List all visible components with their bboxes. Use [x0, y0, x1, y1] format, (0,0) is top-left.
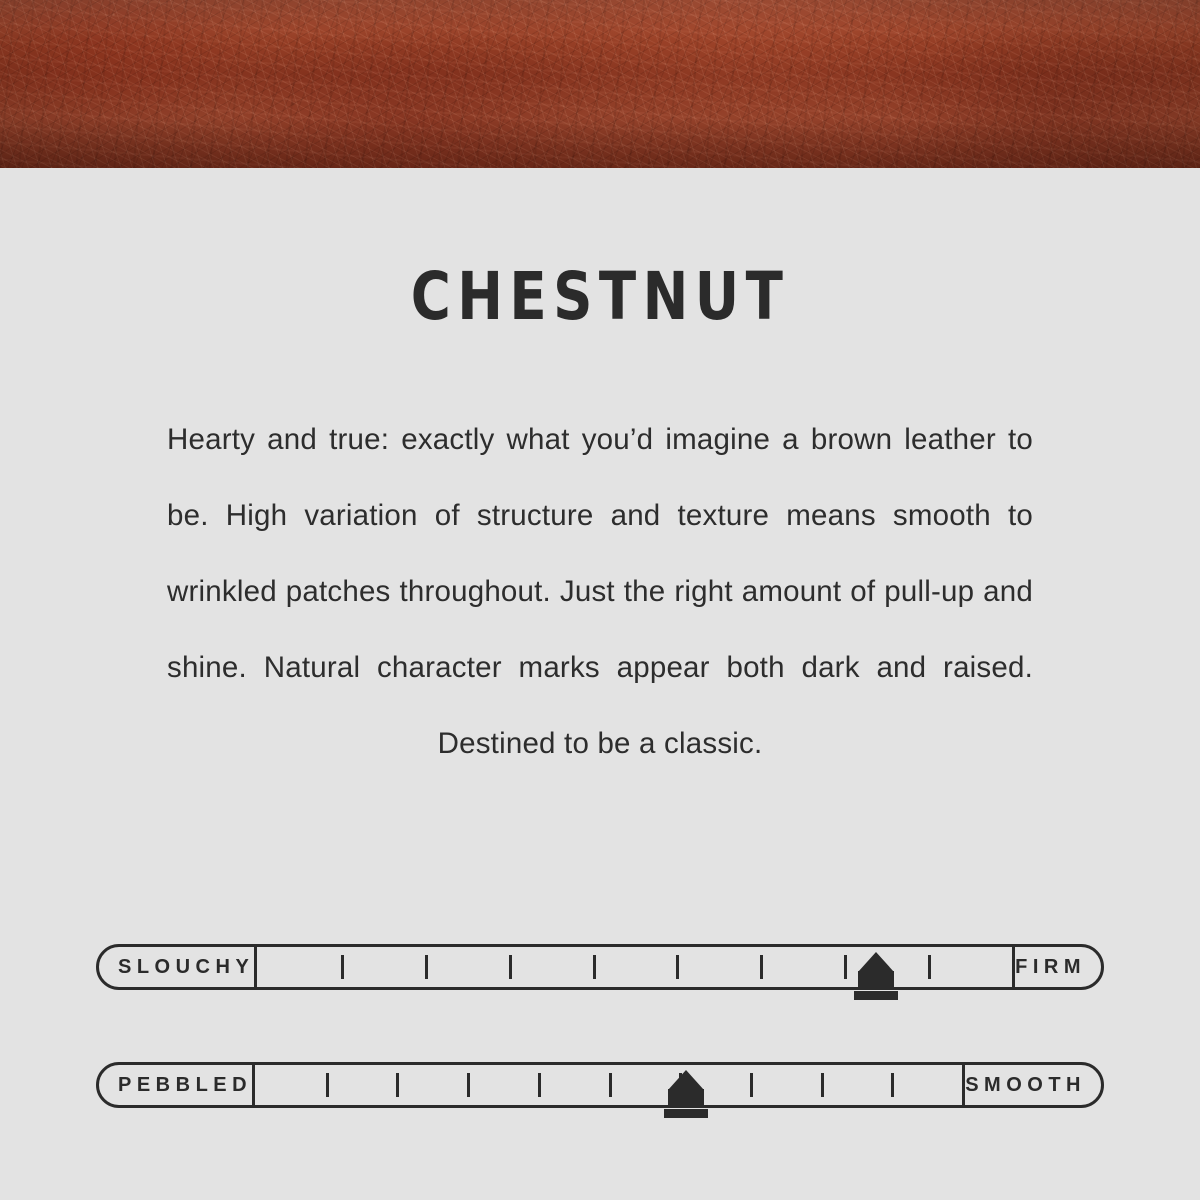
scale-tick — [467, 1073, 470, 1097]
scale-tick — [509, 955, 512, 979]
scale-texture — [96, 1062, 1104, 1108]
scale-tick — [760, 955, 763, 979]
scale-firmness — [96, 944, 1104, 990]
scale-ticks — [255, 1062, 962, 1108]
leather-swatch-image — [0, 0, 1200, 168]
scale-tick — [750, 1073, 753, 1097]
scale-right-label: SMOOTH — [962, 1062, 1104, 1108]
scale-tick — [609, 1073, 612, 1097]
scale-left-label: PEBBLED — [96, 1062, 255, 1108]
card-content — [0, 258, 1200, 782]
leather-vignette — [0, 0, 1200, 168]
scale-tick — [928, 955, 931, 979]
marker-body-icon — [668, 1089, 704, 1106]
scale-tick — [538, 1073, 541, 1097]
scale-tick — [891, 1073, 894, 1097]
scale-left-label: SLOUCHY — [96, 944, 257, 990]
scale-tick — [821, 1073, 824, 1097]
scale-tick — [844, 955, 847, 979]
scale-tick — [396, 1073, 399, 1097]
description-text: Hearty and true: exactly what you’d imagine a brown leather to be. High variation of structure and texture means smooth to wrinkled patches throughout. Just the right amount of pull-up and shine. Natural character marks appear both dark and raised. Destined to be a classic. — [167, 423, 1033, 760]
marker-head-icon — [858, 952, 894, 972]
marker-head-icon — [668, 1070, 704, 1090]
scale-tick — [326, 1073, 329, 1097]
scale-ticks — [257, 944, 1012, 990]
scale-tick — [341, 955, 344, 979]
scale-tick — [425, 955, 428, 979]
page-title: CHESTNUT — [410, 258, 790, 335]
scale-tick — [676, 955, 679, 979]
attribute-scales — [0, 944, 1200, 1108]
marker-body-icon — [858, 971, 894, 988]
scale-marker[interactable] — [664, 1070, 708, 1124]
scale-marker[interactable] — [854, 952, 898, 1006]
marker-foot-icon — [854, 991, 898, 1000]
scale-tick — [593, 955, 596, 979]
scale-right-label: FIRM — [1012, 944, 1104, 990]
marker-foot-icon — [664, 1109, 708, 1118]
